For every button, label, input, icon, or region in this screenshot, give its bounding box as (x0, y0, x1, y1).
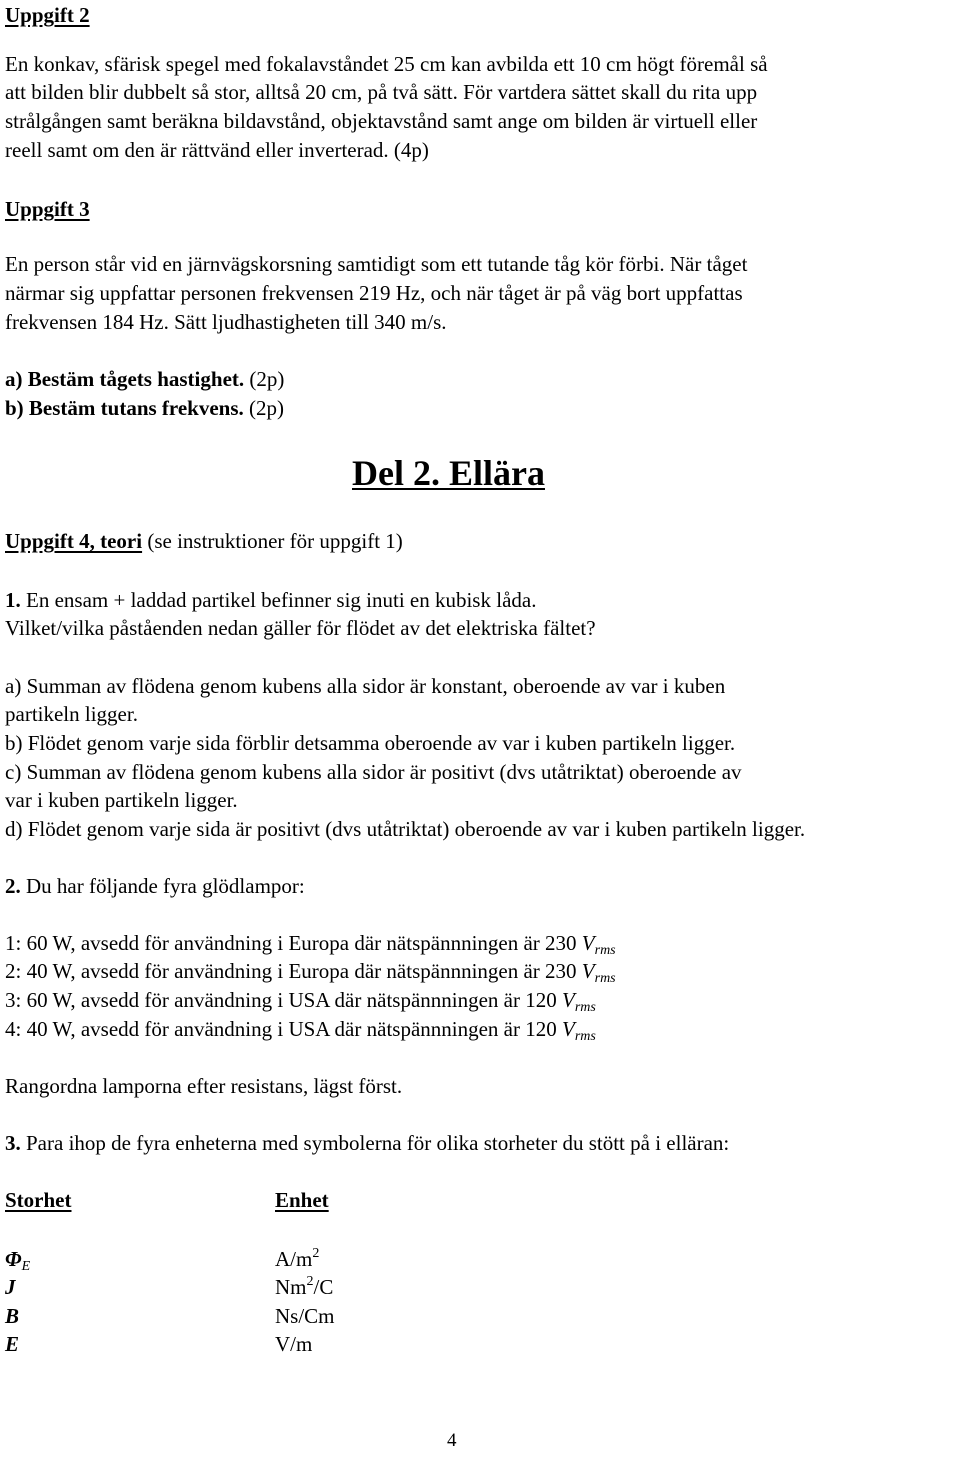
symbol-phi-e (5, 1247, 31, 1274)
unit-1-sup: 2 (312, 1246, 320, 1261)
q2-instruction: Rangordna lamporna efter resistans, lägst först. (5, 1074, 403, 1098)
lamp-3-unit-sub: rms (574, 1000, 596, 1015)
q1-option-a-1: a) Summan av flödena genom kubens alla sidor är konstant, oberoende av var i kuben (5, 674, 726, 698)
lamp-2-unit: V (581, 959, 595, 983)
page-number: 4 (447, 1430, 457, 1451)
question-b-text: b) Bestäm tutans frekvens. (5, 396, 244, 420)
section-title-del-2: Del 2. Ellära (352, 453, 545, 493)
lamp-2-unit-sub: rms (594, 971, 616, 986)
unit-nm2-per-c (275, 1274, 334, 1299)
question-a-text: a) Bestäm tågets hastighet. (5, 367, 245, 391)
q2-text: Du har följande fyra glödlampor: (20, 874, 305, 898)
unit-a-per-m2 (275, 1246, 320, 1271)
q3-text: Para ihop de fyra enheterna med symbolerna för olika storheter du stött på i elläran: (20, 1131, 730, 1155)
q1-option-c-2: var i kuben partikeln ligger. (5, 788, 238, 812)
q1-number: 1. (5, 588, 21, 612)
question-a-points: (2p) (244, 367, 285, 391)
uppgift-3-line-3: frekvensen 184 Hz. Sätt ljudhastigheten till 340 m/s. (5, 310, 447, 334)
q1-line-1 (5, 590, 536, 611)
q3-number: 3. (5, 1131, 21, 1155)
uppgift-4-note: (se instruktioner för uppgift 1) (142, 529, 403, 553)
uppgift-3-line-2: närmar sig uppfattar personen frekvensen 219 Hz, och när tåget är på väg bort uppfattas (5, 281, 743, 305)
q2-lamp-2 (5, 959, 616, 986)
unit-2-base: Nm (275, 1275, 307, 1299)
col-header-storhet: Storhet (5, 1188, 72, 1212)
q2-number: 2. (5, 874, 21, 898)
q1-option-d: d) Flödet genom varje sida är positivt (dvs utåtriktat) oberoende av var i kuben partikeln ligger. (5, 817, 806, 841)
uppgift-2-line-4: reell samt om den är rättvänd eller inverterad. (4p) (5, 138, 429, 162)
unit-v-per-m: V/m (275, 1332, 313, 1356)
q1-option-c-1: c) Summan av flödena genom kubens alla sidor är positivt (dvs utåtriktat) oberoende av (5, 760, 742, 784)
symbol-phi: Φ (5, 1247, 22, 1271)
uppgift-2-line-1: En konkav, sfärisk spegel med fokalavståndet 25 cm kan avbilda ett 10 cm högt föremål så (5, 52, 768, 76)
q2-lamp-1 (5, 931, 616, 958)
uppgift-3-line-1: En person står vid en järnvägskorsning samtidigt som ett tutande tåg kör förbi. När tåget (5, 252, 748, 276)
lamp-1-text: 1: 60 W, avsedd för användning i Europa där nätspännningen är 230 (5, 931, 582, 955)
uppgift-3-question-a (5, 369, 284, 390)
unit-2-rest: /C (313, 1275, 334, 1299)
q2-lamp-4 (5, 1017, 596, 1044)
lamp-4-unit-sub: rms (574, 1029, 596, 1044)
lamp-3-unit: V (562, 988, 575, 1012)
unit-2-sup: 2 (306, 1274, 314, 1289)
uppgift-3-heading: Uppgift 3 (5, 197, 90, 221)
lamp-1-unit: V (581, 931, 595, 955)
uppgift-4-heading: Uppgift 4, teori (5, 529, 143, 553)
lamp-4-unit: V (562, 1017, 575, 1041)
lamp-3-text: 3: 60 W, avsedd för användning i USA där nätspännningen är 120 (5, 988, 562, 1012)
unit-ns-per-cm: Ns/Cm (275, 1304, 335, 1328)
uppgift-2-line-3: strålgången samt beräkna bildavstånd, objektavstånd samt ange om bilden är virtuell eller (5, 109, 758, 133)
uppgift-4-heading-row (5, 531, 403, 552)
question-b-points: (2p) (243, 396, 285, 420)
symbol-phi-sub: E (21, 1259, 31, 1274)
q2-lamp-3 (5, 988, 596, 1015)
q1-option-a-2: partikeln ligger. (5, 702, 138, 726)
col-header-enhet: Enhet (275, 1188, 329, 1212)
lamp-1-unit-sub: rms (594, 943, 616, 958)
q3-intro (5, 1133, 729, 1154)
q2-intro (5, 876, 305, 897)
lamp-2-text: 2: 40 W, avsedd för användning i Europa där nätspännningen är 230 (5, 959, 582, 983)
symbol-e: E (5, 1332, 20, 1356)
symbol-j: J (5, 1275, 16, 1299)
q1-line-2: Vilket/vilka påståenden nedan gäller för flödet av det elektriska fältet? (5, 616, 596, 640)
q1-option-b: b) Flödet genom varje sida förblir detsamma oberoende av var i kuben partikeln ligger. (5, 731, 736, 755)
q1-text: En ensam + laddad partikel befinner sig inuti en kubisk låda. (20, 588, 537, 612)
symbol-b: B (5, 1304, 20, 1328)
lamp-4-text: 4: 40 W, avsedd för användning i USA där nätspännningen är 120 (5, 1017, 562, 1041)
uppgift-2-heading: Uppgift 2 (5, 3, 90, 27)
uppgift-2-line-2: att bilden blir dubbelt så stor, alltså 20 cm, på två sätt. För vartdera sättet skall du rita upp (5, 80, 758, 104)
unit-1-base: A/m (275, 1247, 313, 1271)
uppgift-3-question-b (5, 398, 284, 419)
